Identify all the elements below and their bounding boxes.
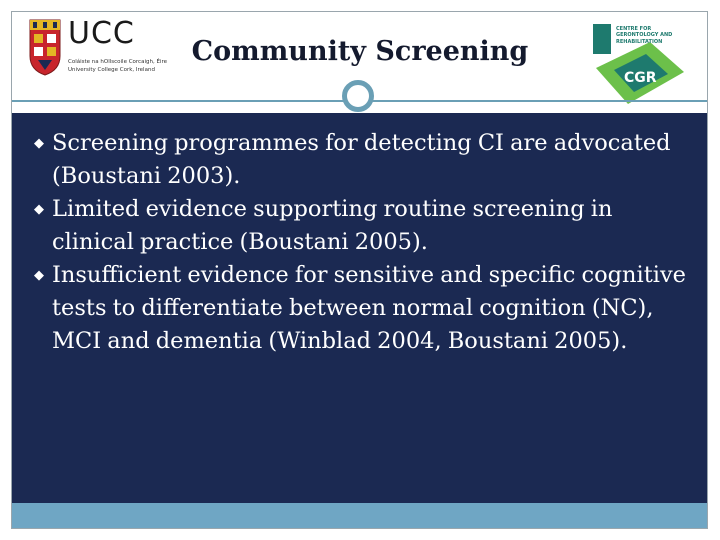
ring-ornament-icon xyxy=(342,80,374,112)
ucc-wordmark: UCC xyxy=(68,16,135,51)
cgr-line-3: REHABILITATION xyxy=(616,38,663,45)
slide-title: Community Screening xyxy=(191,36,529,67)
ucc-subtitle-english: University College Cork, Ireland xyxy=(68,67,155,73)
bullet-text-1: Screening programmes for detecting CI are advocated (Boustani 2003). xyxy=(52,130,671,189)
cgr-line-1: CENTRE FOR xyxy=(616,26,652,32)
bullet-item-1 xyxy=(34,127,692,193)
bullet-text-3: Insufficient evidence for sensitive and specific cognitive tests to differentiate between normal cognition (NC), MCI and dementia (Winblad 2004, Boustani 2005). xyxy=(52,262,686,354)
diamond-bullet-icon: ◆ xyxy=(34,268,44,283)
diamond-bullet-icon: ◆ xyxy=(34,202,44,217)
bullet-text-2: Limited evidence supporting routine screening in clinical practice (Boustani 2005). xyxy=(52,196,613,255)
ucc-subtitle-irish: Coláiste na hOllscoile Corcaigh, Éire xyxy=(68,59,167,65)
bullet-item-2 xyxy=(34,193,692,259)
bullet-list xyxy=(34,127,692,358)
cgr-mark: CGR xyxy=(624,70,657,86)
diamond-bullet-icon: ◆ xyxy=(34,136,44,151)
bullet-item-3 xyxy=(34,259,692,358)
cgr-line-2: GERONTOLOGY AND xyxy=(616,32,673,39)
